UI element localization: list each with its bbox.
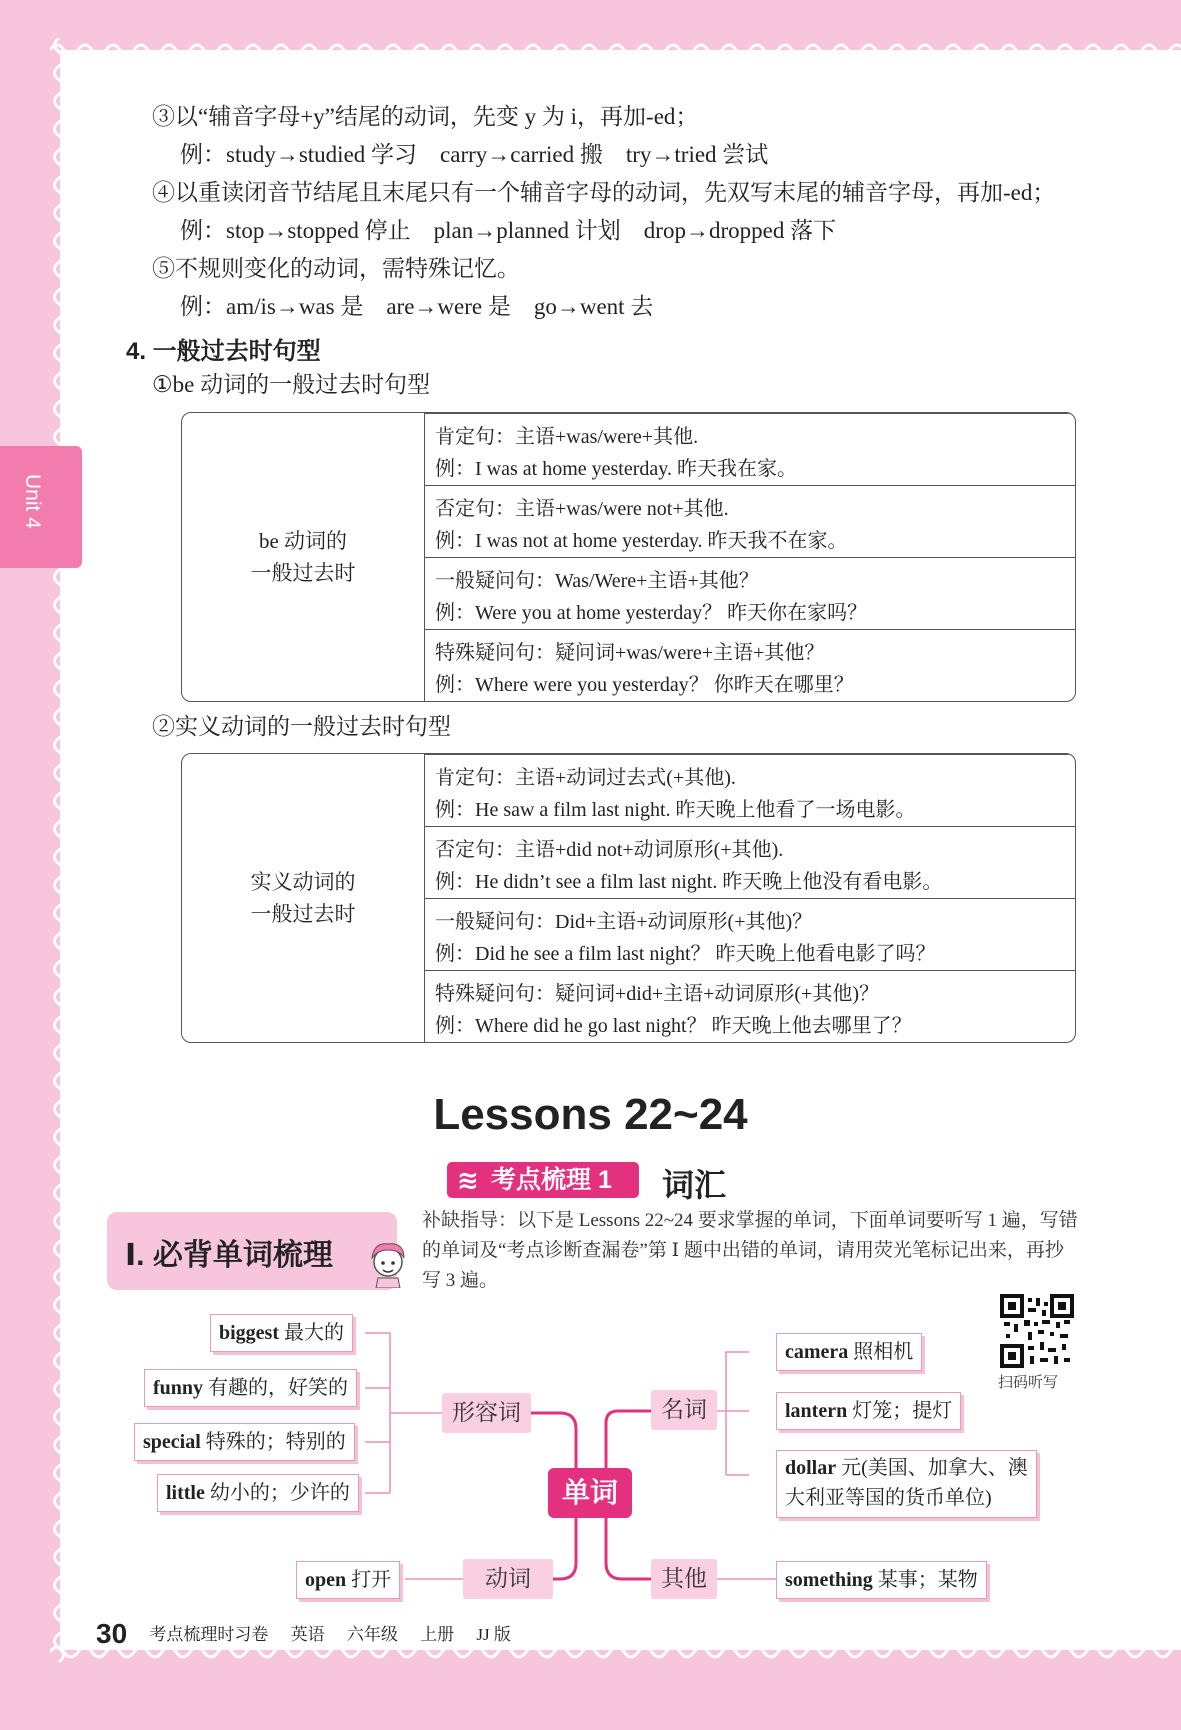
example-text: 例：I was not at home yesterday. 昨天我不在家。 bbox=[435, 530, 848, 552]
subheading-notional-verb: ②实义动词的一般过去时句型 bbox=[152, 714, 451, 739]
word-en: funny bbox=[153, 1377, 204, 1399]
pattern-text: 否定句：主语+was/were not+其他. bbox=[435, 498, 729, 520]
word-card-camera bbox=[776, 1333, 922, 1371]
left-cell-line-2: 一般过去时 bbox=[250, 561, 356, 585]
guidance-note: 补缺指导：以下是 Lessons 22~24 要求掌握的单词，下面单词要听写 1 遍，写错的单词及“考点诊断查漏卷”第 Ⅰ 题中出错的单词，请用荧光笔标记出来，再抄写 3 遍。 bbox=[422, 1210, 1078, 1291]
word-cn: 打开 bbox=[351, 1569, 392, 1591]
category-adjective: 形容词 bbox=[442, 1393, 531, 1433]
word-cn: 照相机 bbox=[853, 1341, 914, 1363]
word-card-little bbox=[157, 1474, 359, 1512]
word-cn: 幼小的；少许的 bbox=[209, 1482, 350, 1504]
section-4-heading: 4. 一般过去时句型 bbox=[126, 338, 321, 365]
word-en: camera bbox=[785, 1341, 849, 1363]
word-en: little bbox=[166, 1482, 205, 1504]
grade: 六年级 bbox=[346, 1625, 398, 1644]
word-en: open bbox=[305, 1569, 347, 1591]
badge-label: 考点梳理 1 bbox=[491, 1166, 612, 1194]
pattern-text: 肯定句：主语+was/were+其他. bbox=[435, 426, 699, 448]
pattern-text: 特殊疑问句：疑问词+did+主语+动词原形(+其他)？ bbox=[435, 983, 879, 1005]
example-text: 例：Did he see a film last night？ 昨天晚上他看电影了吗？ bbox=[435, 943, 936, 965]
waves-icon: ≋ bbox=[457, 1165, 479, 1195]
word-card-funny bbox=[144, 1369, 357, 1407]
word-card-special bbox=[134, 1423, 355, 1461]
pattern-text: 一般疑问句：Did+主语+动词原形(+其他)？ bbox=[435, 911, 813, 933]
category-verb: 动词 bbox=[463, 1559, 553, 1599]
word-card-lantern bbox=[776, 1392, 961, 1430]
rule-4: ④以重读闭音节结尾且末尾只有一个辅音字母的动词，先双写末尾的辅音字母，再加-ed； bbox=[152, 180, 1056, 205]
subheading-be-verb: ①be 动词的一般过去时句型 bbox=[152, 372, 431, 397]
lessons-title: Lessons 22~24 bbox=[433, 1090, 748, 1139]
left-cell-line-2: 一般过去时 bbox=[250, 902, 356, 926]
example-text: 例：I was at home yesterday. 昨天我在家。 bbox=[435, 458, 797, 480]
word-cn: 特殊的；特别的 bbox=[205, 1431, 346, 1453]
mindmap-center-node: 单词 bbox=[548, 1468, 632, 1518]
pattern-text: 特殊疑问句：疑问词+was/were+主语+其他？ bbox=[435, 642, 825, 664]
example-text: 例：Where did he go last night？ 昨天晚上他去哪里了？ bbox=[435, 1015, 912, 1037]
example-text: 例：He didn’t see a film last night. 昨天晚上他没有看电影。 bbox=[435, 871, 943, 893]
category-other: 其他 bbox=[651, 1559, 717, 1599]
word-cn-line-2: 大利亚等国的货币单位) bbox=[785, 1487, 992, 1509]
pattern-text: 否定句：主语+did not+动词原形(+其他). bbox=[435, 839, 784, 861]
word-en: biggest bbox=[219, 1322, 279, 1344]
vocab-heading: 词汇 bbox=[662, 1167, 727, 1203]
book-title: 考点梳理时习卷 bbox=[149, 1625, 269, 1644]
section-box-title: Ⅰ. 必背单词梳理 bbox=[125, 1239, 333, 1272]
word-en: special bbox=[143, 1431, 201, 1453]
word-cn: 元(美国、加拿大、澳 bbox=[841, 1457, 1028, 1479]
example-text: 例：Were you at home yesterday？ 昨天你在家吗？ bbox=[435, 602, 868, 624]
rule-3-example: 例：study→studied 学习 carry→carried 搬 try→tried 尝试 bbox=[180, 142, 769, 167]
word-card-biggest bbox=[210, 1314, 353, 1352]
subject: 英语 bbox=[290, 1625, 325, 1644]
qr-label: 扫码听写 bbox=[998, 1375, 1059, 1391]
page-footer bbox=[96, 1618, 511, 1650]
example-text: 例：Where were you yesterday？ 你昨天在哪里？ bbox=[435, 674, 854, 696]
pattern-text: 肯定句：主语+动词过去式(+其他). bbox=[435, 767, 736, 789]
word-en: dollar bbox=[785, 1457, 837, 1479]
term: 上册 bbox=[420, 1625, 455, 1644]
left-cell-line-1: 实义动词的 bbox=[250, 870, 356, 894]
word-card-dollar bbox=[776, 1450, 1037, 1518]
word-card-open bbox=[296, 1561, 400, 1599]
edition: JJ 版 bbox=[476, 1625, 511, 1644]
word-cn: 灯笼；提灯 bbox=[852, 1400, 953, 1422]
word-en: lantern bbox=[785, 1400, 848, 1422]
rule-3: ③以“辅音字母+y”结尾的动词，先变 y 为 i，再加-ed； bbox=[152, 104, 699, 129]
rule-4-example: 例：stop→stopped 停止 plan→planned 计划 drop→dropped 落下 bbox=[180, 218, 837, 243]
example-text: 例：He saw a film last night. 昨天晚上他看了一场电影。 bbox=[435, 799, 916, 821]
word-cn: 某事；某物 bbox=[877, 1569, 978, 1591]
page-number: 30 bbox=[96, 1618, 128, 1649]
word-cn: 最大的 bbox=[284, 1322, 344, 1344]
category-noun: 名词 bbox=[651, 1390, 717, 1430]
word-cn: 有趣的，好笑的 bbox=[208, 1377, 349, 1399]
word-card-something bbox=[776, 1561, 987, 1599]
pattern-text: 一般疑问句：Was/Were+主语+其他？ bbox=[435, 570, 759, 592]
unit-tab-label: Unit 4 bbox=[21, 474, 44, 529]
word-en: something bbox=[785, 1569, 873, 1591]
rule-5: ⑤不规则变化的动词，需特殊记忆。 bbox=[152, 256, 520, 281]
rule-5-example: 例：am/is→was 是 are→were 是 go→went 去 bbox=[180, 294, 654, 319]
left-cell-line-1: be 动词的 bbox=[258, 529, 348, 553]
